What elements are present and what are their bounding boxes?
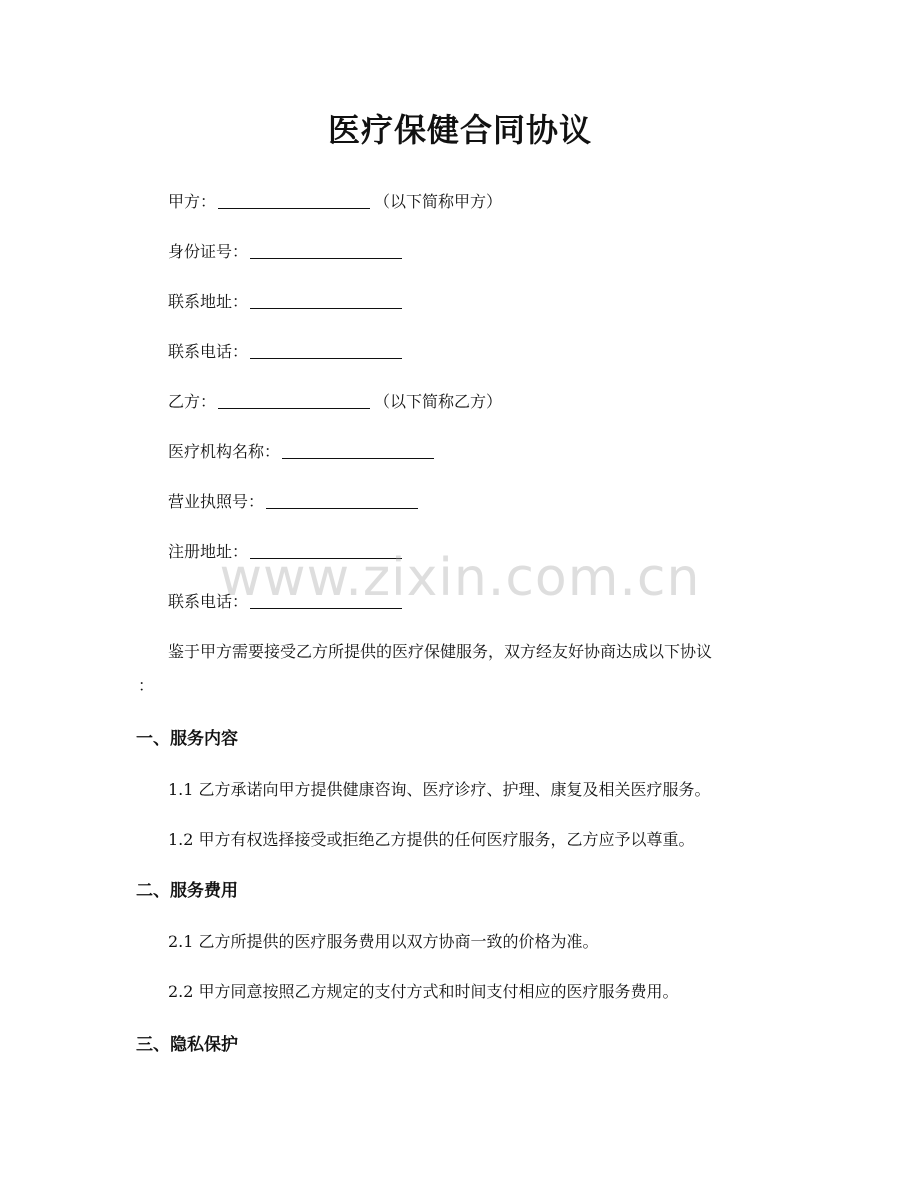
field-note: （以下简称乙方） [374,392,503,411]
field-id-number [168,240,406,264]
field-phone-b [168,590,406,614]
field-label: 乙方： [168,392,217,411]
preamble-tail: ： [138,676,155,695]
field-label: 联系地址： [168,292,249,311]
fill-blank [282,440,434,459]
section-heading-service-fees: 二、服务费用 [136,881,238,901]
clause-1-1: 1.1 乙方承诺向甲方提供健康咨询、医疗诊疗、护理、康复及相关医疗服务。 [168,780,711,799]
document-title: 医疗保健合同协议 [327,111,592,149]
field-label: 医疗机构名称： [168,442,281,461]
field-note: （以下简称甲方） [374,192,503,211]
preamble-paragraph: 鉴于甲方需要接受乙方所提供的医疗保健服务，双方经友好协商达成以下协议 [168,642,713,661]
field-label: 营业执照号： [168,492,265,511]
field-license-number [168,490,422,514]
field-label: 身份证号： [168,242,249,261]
field-institution-name [168,440,438,464]
fill-blank [250,240,402,259]
field-party-b [168,390,502,414]
fill-blank [250,340,402,359]
field-registered-address [168,540,406,564]
fill-blank [250,590,402,609]
section-heading-privacy: 三、隐私保护 [136,1035,238,1055]
fill-blank [266,490,418,509]
field-label: 联系电话： [168,592,249,611]
field-label: 注册地址： [168,542,249,561]
field-party-a [168,190,502,214]
fill-blank [250,540,402,559]
fill-blank [250,290,402,309]
fill-blank [218,390,370,409]
clause-2-1: 2.1 乙方所提供的医疗服务费用以双方协商一致的价格为准。 [168,932,599,951]
watermark: www.zixin.com.cn [219,548,701,608]
field-address-a [168,290,406,314]
clause-2-2: 2.2 甲方同意按照乙方规定的支付方式和时间支付相应的医疗服务费用。 [168,982,679,1001]
field-label: 联系电话： [168,342,249,361]
clause-1-2: 1.2 甲方有权选择接受或拒绝乙方提供的任何医疗服务，乙方应予以尊重。 [168,830,695,849]
field-label: 甲方： [168,192,217,211]
field-phone-a [168,340,406,364]
section-heading-service-content: 一、服务内容 [136,729,238,749]
fill-blank [218,190,370,209]
